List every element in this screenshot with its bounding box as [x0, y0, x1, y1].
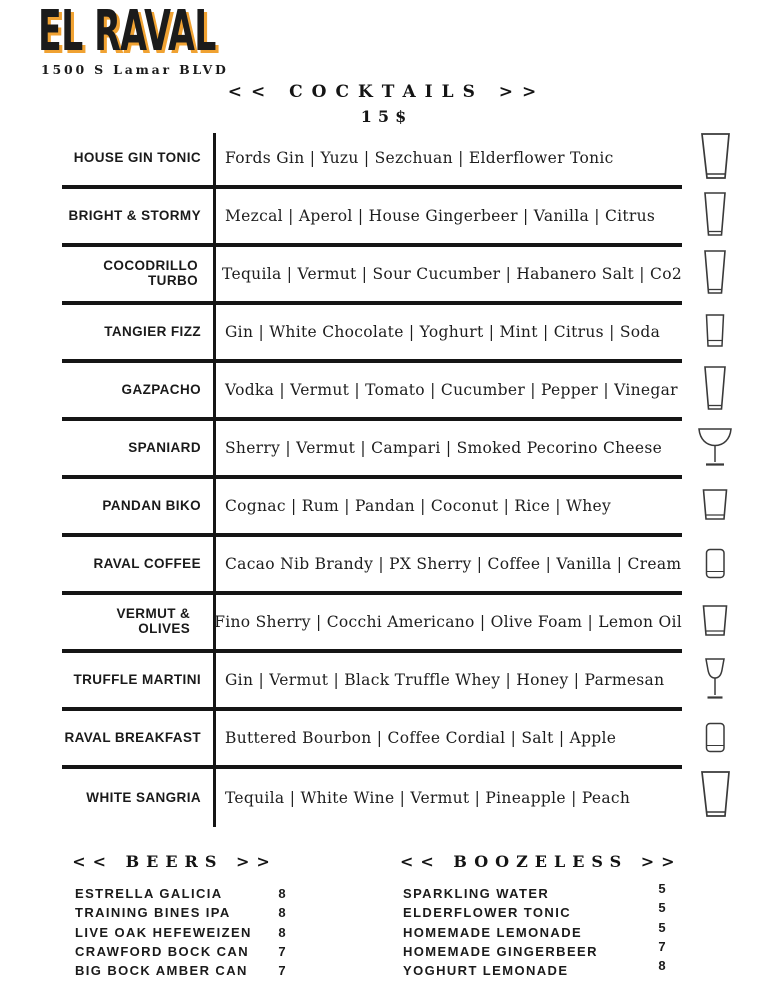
item-name: LIVE OAK HEFEWEIZEN [75, 924, 252, 940]
cocktail-ingredients: Fords Gin | Yuzu | Sezchuan | Elderflower Tonic [225, 149, 614, 167]
shot-glass-icon [691, 711, 739, 765]
cocktail-name: WHITE SANGRIA [86, 789, 201, 805]
cocktail-row [62, 769, 682, 827]
cocktail-rows [62, 131, 752, 827]
item-price: 7 [278, 943, 287, 959]
cocktail-ingredients: Tequila | White Wine | Vermut | Pineapple | Peach [225, 789, 631, 807]
shot-glass-icon [691, 537, 739, 591]
coupe-glass-icon [691, 421, 739, 475]
cocktail-name: RAVAL BREAKFAST [64, 729, 201, 745]
menu-item-row [62, 903, 287, 922]
cocktail-row [62, 363, 682, 421]
item-name: SPARKLING WATER [403, 886, 550, 901]
brand-address: 1500 S Lamar BLVD [41, 62, 229, 77]
cocktail-row [62, 131, 682, 189]
menu-item-row [400, 919, 667, 942]
brand-logo [38, 0, 325, 64]
cocktail-ingredients: Sherry | Vermut | Campari | Smoked Pecorino Cheese [225, 439, 663, 457]
menu-item-row [62, 961, 287, 980]
beers-section-title: << BEERS >> [72, 852, 277, 871]
beers-section [62, 852, 287, 980]
item-price: 5 [658, 881, 667, 896]
item-price: 7 [658, 938, 667, 954]
cocktail-row [62, 595, 682, 653]
brand-name: EL RAVAL [38, 0, 216, 64]
menu-item-row [400, 958, 667, 980]
pint-glass-icon [691, 131, 739, 185]
item-name: TRAINING BINES IPA [75, 905, 231, 921]
menu-item-row [400, 900, 667, 922]
item-name: HOMEMADE GINGERBEER [403, 943, 598, 959]
cocktail-name: PANDAN BIKO [102, 497, 201, 513]
cocktail-ingredients: Tequila | Vermut | Sour Cucumber | Habanero Salt | Co2 [222, 265, 682, 283]
cocktail-name: GAZPACHO [121, 381, 201, 397]
boozeless-section [400, 852, 682, 980]
item-price: 8 [278, 924, 287, 940]
cocktail-name: BRIGHT & STORMY [68, 207, 201, 223]
cocktail-name: COCODRILLO TURBO [103, 258, 199, 288]
cocktail-row [62, 537, 682, 595]
item-name: CRAWFORD BOCK CAN [75, 943, 250, 959]
cocktail-ingredients: Vodka | Vermut | Tomato | Cucumber | Pepper | Vinegar [225, 381, 678, 399]
item-name: ELDERFLOWER TONIC [403, 905, 571, 921]
item-price: 5 [658, 900, 667, 916]
item-price: 5 [658, 919, 667, 935]
highball-glass-icon [691, 247, 739, 301]
cocktail-row [62, 247, 682, 305]
cocktails-table [62, 131, 752, 827]
tumbler-glass-icon [691, 305, 739, 359]
cocktail-row [62, 189, 682, 247]
cocktail-row [62, 653, 682, 711]
cocktail-ingredients: Gin | Vermut | Black Truffle Whey | Honey | Parmesan [225, 671, 665, 689]
cocktail-name: VERMUT & OLIVES [116, 606, 191, 636]
item-price: 8 [278, 886, 287, 901]
menu-item-row [62, 923, 287, 942]
cocktail-name: TRUFFLE MARTINI [73, 671, 201, 687]
item-name: BIG BOCK AMBER CAN [75, 963, 248, 979]
cocktail-name: HOUSE GIN TONIC [73, 149, 201, 165]
cocktail-ingredients: Cacao Nib Brandy | PX Sherry | Coffee | Vanilla | Cream [225, 555, 682, 573]
menu-item-row [400, 938, 667, 961]
item-name: ESTRELLA GALICIA [75, 886, 223, 901]
rocks-glass-icon [691, 479, 739, 533]
item-price: 7 [278, 963, 287, 979]
boozeless-rows [400, 881, 667, 980]
cocktail-ingredients: Mezcal | Aperol | House Gingerbeer | Vanilla | Citrus [225, 207, 656, 225]
cocktail-name: TANGIER FIZZ [104, 323, 201, 339]
cocktail-row [62, 711, 682, 769]
wine-glass-icon [691, 653, 739, 707]
highball-glass-icon [691, 189, 739, 243]
cocktails-price: 15$ [360, 107, 413, 126]
cocktails-section-title: << COCKTAILS >> [227, 82, 546, 102]
cocktail-row [62, 305, 682, 363]
menu-item-row [62, 942, 287, 961]
cocktail-ingredients: Fino Sherry | Cocchi Americano | Olive Foam | Lemon Oil [214, 613, 682, 631]
item-price: 8 [278, 905, 287, 921]
pint-glass-icon [691, 769, 739, 823]
highball-glass-icon [691, 363, 739, 417]
item-price: 8 [658, 958, 667, 974]
rocks-glass-icon [691, 595, 739, 649]
cocktail-name: SPANIARD [128, 439, 201, 455]
cocktail-ingredients: Gin | White Chocolate | Yoghurt | Mint | Citrus | Soda [225, 323, 661, 341]
cocktail-name: RAVAL COFFEE [93, 555, 201, 571]
cocktail-row [62, 479, 682, 537]
beer-rows [62, 884, 287, 980]
menu-item-row [400, 881, 667, 903]
cocktail-ingredients: Buttered Bourbon | Coffee Cordial | Salt | Apple [225, 729, 617, 747]
cocktail-ingredients: Cognac | Rum | Pandan | Coconut | Rice | Whey [225, 497, 612, 515]
cocktail-row [62, 421, 682, 479]
boozeless-section-title: << BOOZELESS >> [400, 852, 682, 871]
menu-item-row [62, 884, 287, 903]
item-name: HOMEMADE LEMONADE [403, 924, 583, 940]
item-name: YOGHURT LEMONADE [403, 963, 569, 979]
